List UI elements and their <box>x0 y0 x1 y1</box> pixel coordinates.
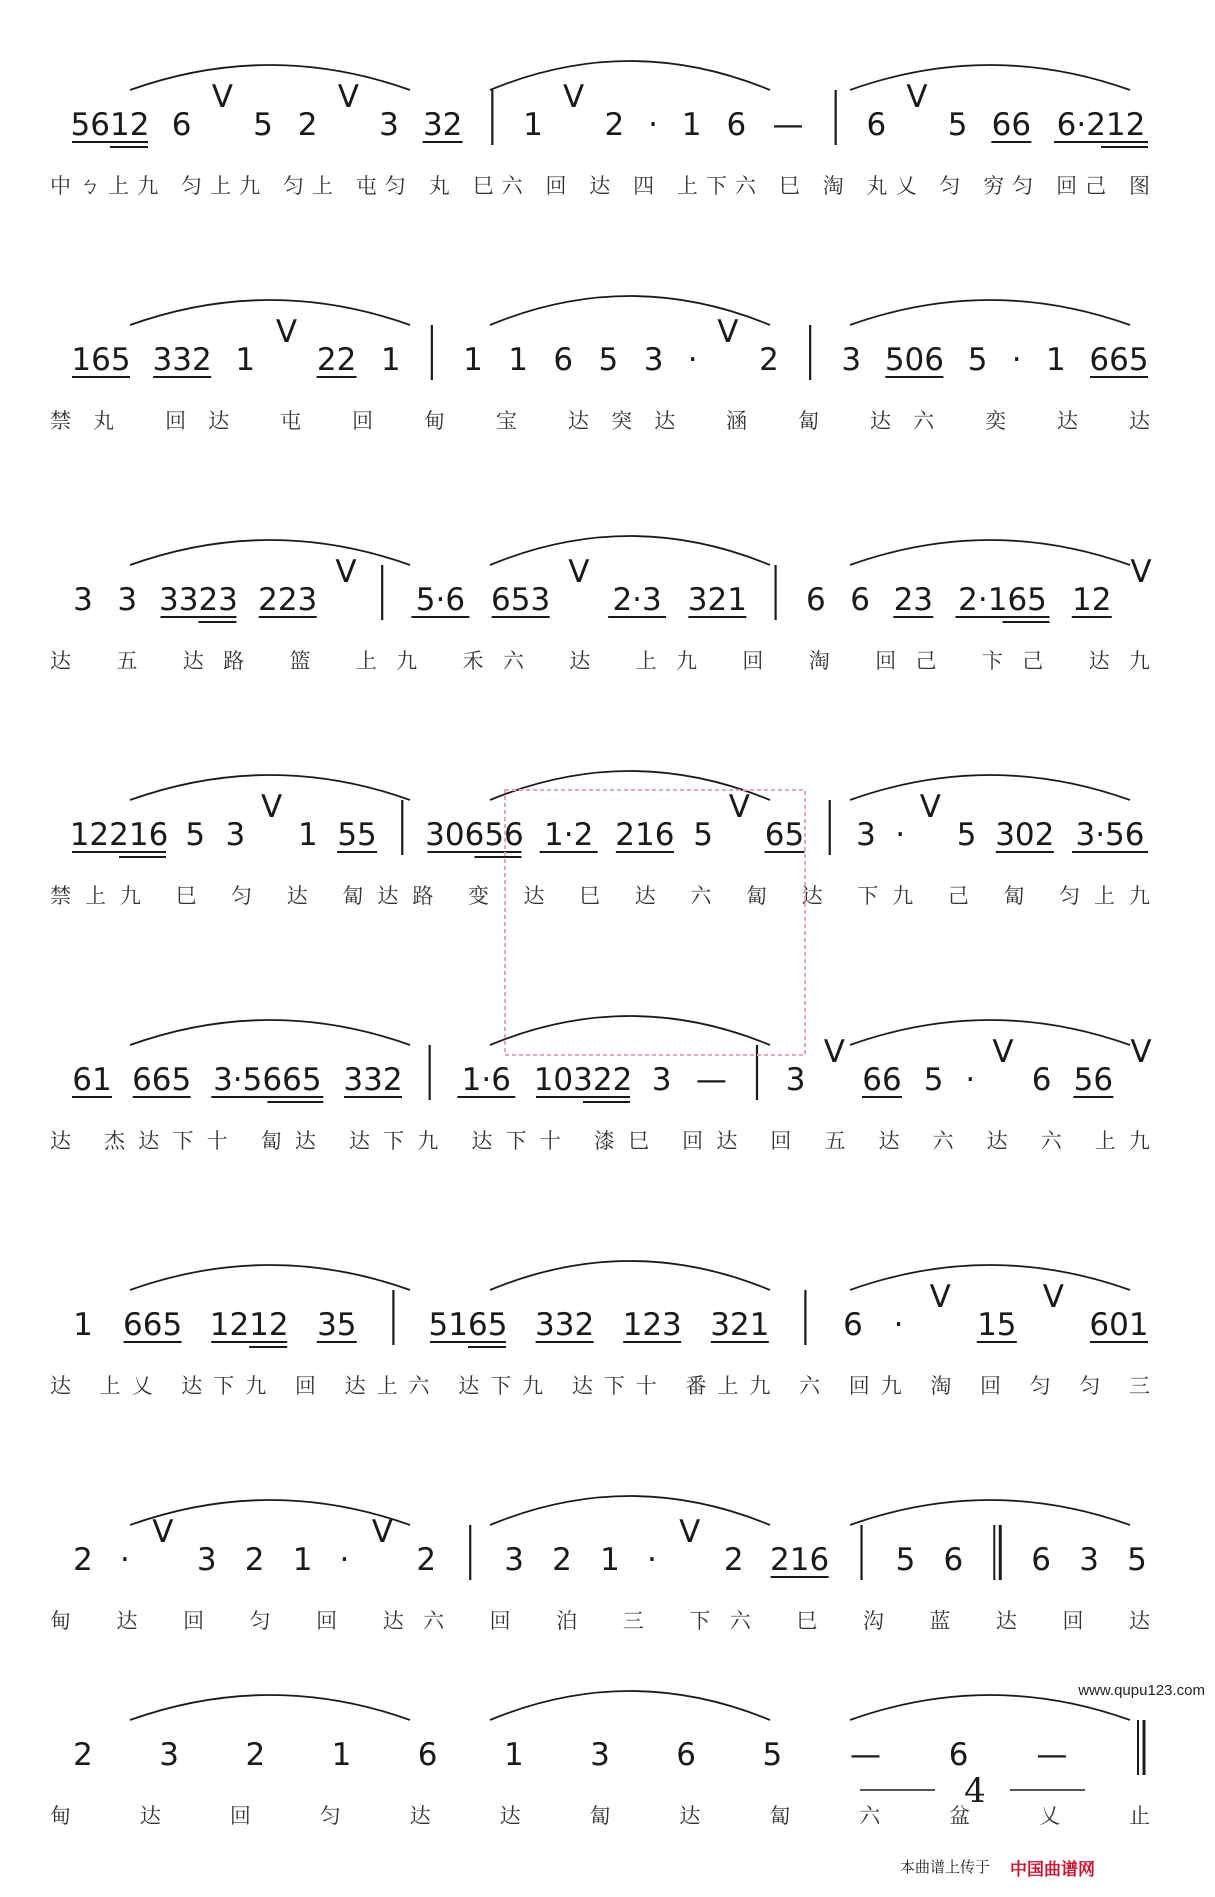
jianpu-note: 6 <box>553 342 574 378</box>
breath-mark: V <box>1130 1034 1152 1070</box>
brand-name: 中国曲谱网 <box>1010 1860 1095 1879</box>
jianpu-note: 2 <box>723 1542 744 1578</box>
jianpu-note: 6 <box>948 1737 969 1773</box>
breath-mark: V <box>337 79 359 115</box>
jianpu-note: 35 <box>317 1307 357 1343</box>
breath-mark: V <box>568 554 590 590</box>
jianpu-note: 665 <box>132 1062 192 1098</box>
jianpu-note: 2 <box>245 1737 266 1773</box>
jianpu-note: 65 <box>764 817 805 853</box>
jianpu-note: 332 <box>343 1062 403 1098</box>
jianpu-note: 5 <box>185 817 206 853</box>
slur-arc <box>130 1265 410 1290</box>
breath-mark: V <box>823 1034 845 1070</box>
jianpu-note: 6 <box>171 107 192 143</box>
page-number-text: 4 <box>964 1771 986 1811</box>
breath-mark: V <box>211 79 233 115</box>
jianpu-note: 506 <box>884 342 945 378</box>
jianpu-note: · <box>895 817 906 853</box>
jianpu-note: 2 <box>73 1542 93 1578</box>
footer-uploaded: 本曲谱上传于 <box>900 1859 991 1876</box>
jianpu-note: 6·212 <box>1056 107 1146 143</box>
jianpu-note: · <box>687 342 698 378</box>
jianpu-note: 5 <box>1127 1542 1147 1578</box>
jianpu-note: 5165 <box>428 1307 508 1343</box>
breath-mark: V <box>717 314 739 350</box>
jianpu-note: 3 <box>841 342 862 378</box>
slur-arc <box>130 540 410 565</box>
jianpu-note: 3 <box>1079 1542 1099 1578</box>
jianpu-note: 30656 <box>425 817 524 853</box>
breath-mark: V <box>929 1279 951 1315</box>
breath-mark: V <box>728 789 750 825</box>
tablature-line: 甸 达 回 匀 达 达 匐 达 匐 六 盆 乂 止 <box>50 1804 1150 1828</box>
jianpu-note: · <box>646 1542 657 1578</box>
jianpu-note: · <box>119 1542 130 1578</box>
jianpu-note: 55 <box>337 817 377 853</box>
slur-arc <box>130 300 410 325</box>
jianpu-note: 5 <box>923 1062 944 1098</box>
jianpu-note: 2 <box>416 1542 437 1578</box>
jianpu-note: 3 <box>73 582 93 618</box>
jianpu-note: 223 <box>258 582 318 618</box>
jianpu-note: 216 <box>615 817 675 853</box>
slur-arc <box>850 540 1130 565</box>
jianpu-note: 56 <box>1073 1062 1114 1098</box>
jianpu-note: 332 <box>152 342 212 378</box>
jianpu-note: 601 <box>1089 1307 1149 1343</box>
jianpu-note: 6 <box>850 582 870 618</box>
jianpu-note: 5 <box>895 1542 916 1578</box>
slur-arc <box>130 1020 410 1045</box>
jianpu-note: 3 <box>225 817 246 853</box>
jianpu-note: 123 <box>622 1307 682 1343</box>
jianpu-note: 1 <box>523 107 543 143</box>
jianpu-note: 3 <box>651 1062 672 1098</box>
jianpu-note: 1 <box>508 342 529 378</box>
jianpu-note: 2 <box>604 107 625 143</box>
breath-mark: V <box>261 789 283 825</box>
jianpu-note: 2·3 <box>612 582 662 618</box>
jianpu-note: 10322 <box>533 1062 633 1098</box>
jianpu-note: 6 <box>805 582 826 618</box>
jianpu-note: 1 <box>600 1542 620 1578</box>
jianpu-note: 302 <box>995 817 1055 853</box>
slur-arc <box>490 1261 770 1290</box>
jianpu-note: 3·5665 <box>213 1062 322 1098</box>
jianpu-note: 653 <box>491 582 551 618</box>
jianpu-note: 66 <box>862 1062 902 1098</box>
jianpu-note: 5 <box>762 1737 783 1773</box>
jianpu-note: 5·6 <box>415 582 466 618</box>
tablature-line: 中ㄅ上九 匀上九 匀上 屯匀 丸 巳六 回 达 四 上下六 巳 淘 丸乂 匀 穷匀 回己 图 <box>50 174 1151 198</box>
jianpu-note: 1 <box>681 107 702 143</box>
slur-arc <box>490 1016 770 1045</box>
jianpu-note: 15 <box>977 1307 1017 1343</box>
slur-arc <box>130 1695 410 1720</box>
watermark: www.qupu123.com <box>1078 1682 1205 1699</box>
jianpu-note: 5 <box>956 817 977 853</box>
tablature-line: 禁上九 巳 匀 达 匐达路 变 达 巳 达 六 匐 达 下九 己 匐 匀上九 <box>50 884 1151 908</box>
jianpu-note: · <box>965 1062 976 1098</box>
jianpu-note: 66 <box>991 107 1032 143</box>
jianpu-note: 1212 <box>209 1307 289 1343</box>
jianpu-note: · <box>1011 342 1022 378</box>
breath-mark: V <box>1042 1279 1065 1315</box>
jianpu-note: 1 <box>1045 342 1066 378</box>
jianpu-note: 1 <box>331 1737 352 1773</box>
jianpu-note: 6 <box>1031 1062 1052 1098</box>
slur-arc <box>490 1496 770 1525</box>
jianpu-note: 5 <box>967 342 988 378</box>
jianpu-note: 3 <box>117 582 138 618</box>
jianpu-note: 5 <box>253 107 273 143</box>
jianpu-note: 3 <box>196 1542 217 1578</box>
jianpu-note: 23 <box>893 582 934 618</box>
jianpu-note: 165 <box>71 342 131 378</box>
jianpu-note: 3 <box>379 107 399 143</box>
jianpu-note: 22 <box>316 342 357 378</box>
jianpu-note: 2·165 <box>958 582 1047 618</box>
jianpu-note: 3 <box>504 1542 524 1578</box>
jianpu-note: 321 <box>687 582 747 618</box>
jianpu-note: 1 <box>235 342 256 378</box>
jianpu-note: 5 <box>947 107 968 143</box>
slur-arc <box>850 1020 1130 1045</box>
jianpu-note: 6 <box>676 1737 697 1773</box>
breath-mark: V <box>1130 554 1152 590</box>
tablature-line: 甸 达 回 匀 回 达六 回 泊 三 下六 巳 沟 蓝 达 回 达 <box>50 1609 1150 1633</box>
jianpu-note: — <box>1036 1737 1068 1773</box>
jianpu-note: 2 <box>552 1542 572 1578</box>
slur-arc <box>850 1500 1130 1525</box>
jianpu-note: 1 <box>73 1307 93 1343</box>
slur-arc <box>850 1265 1130 1290</box>
slur-arc <box>850 300 1130 325</box>
jianpu-note: 3 <box>159 1737 180 1773</box>
jianpu-note: 12216 <box>69 817 169 853</box>
breath-mark: V <box>919 789 941 825</box>
slur-arc <box>490 1691 770 1720</box>
jianpu-note: 6 <box>1031 1542 1052 1578</box>
jianpu-note: 12 <box>1072 582 1112 618</box>
jianpu-note: 3 <box>785 1062 806 1098</box>
slur-arc <box>490 61 770 90</box>
jianpu-note: 2 <box>244 1542 265 1578</box>
breath-mark: V <box>152 1514 174 1550</box>
jianpu-note: 665 <box>1089 342 1149 378</box>
jianpu-note: 332 <box>535 1307 595 1343</box>
slur-arc <box>130 65 410 90</box>
jianpu-note: 5612 <box>70 107 150 143</box>
jianpu-note: 32 <box>422 107 463 143</box>
tablature-line: 禁丸 回达 屯 回 甸 宝 达突达 涵 匐 达六 奕 达 达 <box>50 409 1150 433</box>
jianpu-note: 2 <box>73 1737 93 1773</box>
jianpu-note: — <box>772 107 804 143</box>
jianpu-note: 216 <box>770 1542 830 1578</box>
jianpu-note: — <box>695 1062 727 1098</box>
jianpu-note: 6 <box>943 1542 964 1578</box>
slur-arc <box>490 536 770 565</box>
jianpu-note: 1 <box>380 342 401 378</box>
tablature-line: 达 五 达路 篮 上九 禾六 达 上九 回 淘 回己 卞己 达九 <box>50 649 1150 673</box>
jianpu-note: 5 <box>693 817 713 853</box>
jianpu-note: 2 <box>297 107 318 143</box>
jianpu-note: 6 <box>866 107 887 143</box>
jianpu-note: 6 <box>843 1307 863 1343</box>
jianpu-note: 3·56 <box>1075 817 1145 853</box>
breath-mark: V <box>679 1514 701 1550</box>
jianpu-note: 1 <box>463 342 483 378</box>
jianpu-note: 5 <box>598 342 619 378</box>
tablature-line: 达 上乂 达下九 回 达上六 达下九 达下十 番上九 六 回九 淘 回 匀 匀 三 <box>50 1374 1150 1398</box>
breath-mark: V <box>906 79 928 115</box>
jianpu-note: 61 <box>72 1062 112 1098</box>
jianpu-note: — <box>850 1737 881 1773</box>
tablature-line: 达 杰达下十 匐达 达下九 达下十 漆巳 回达 回 五 达 六 达 六 上九 <box>50 1129 1151 1153</box>
jianpu-note: 321 <box>710 1307 770 1343</box>
breath-mark: V <box>371 1514 394 1550</box>
jianpu-note: 1 <box>297 817 318 853</box>
jianpu-note: 3 <box>643 342 664 378</box>
jianpu-note: 1·2 <box>544 817 594 853</box>
slur-arc <box>850 775 1130 800</box>
slur-arc <box>850 65 1130 90</box>
breath-mark: V <box>275 314 298 350</box>
jianpu-note: 3 <box>856 817 876 853</box>
jianpu-note: 3323 <box>159 582 238 618</box>
breath-mark: V <box>992 1034 1014 1070</box>
jianpu-note: 665 <box>123 1307 183 1343</box>
breath-mark: V <box>335 554 357 590</box>
jianpu-note: 2 <box>759 342 779 378</box>
jianpu-note: 1 <box>503 1737 524 1773</box>
jianpu-note: · <box>339 1542 350 1578</box>
jianpu-note: 1·6 <box>461 1062 511 1098</box>
jianpu-note: · <box>893 1307 904 1343</box>
breath-mark: V <box>563 79 585 115</box>
jianpu-note: 1 <box>292 1542 313 1578</box>
jianpu-note: 3 <box>590 1737 610 1773</box>
jianpu-note: 6 <box>417 1737 438 1773</box>
jianpu-note: 6 <box>726 107 747 143</box>
jianpu-note: · <box>648 107 658 143</box>
